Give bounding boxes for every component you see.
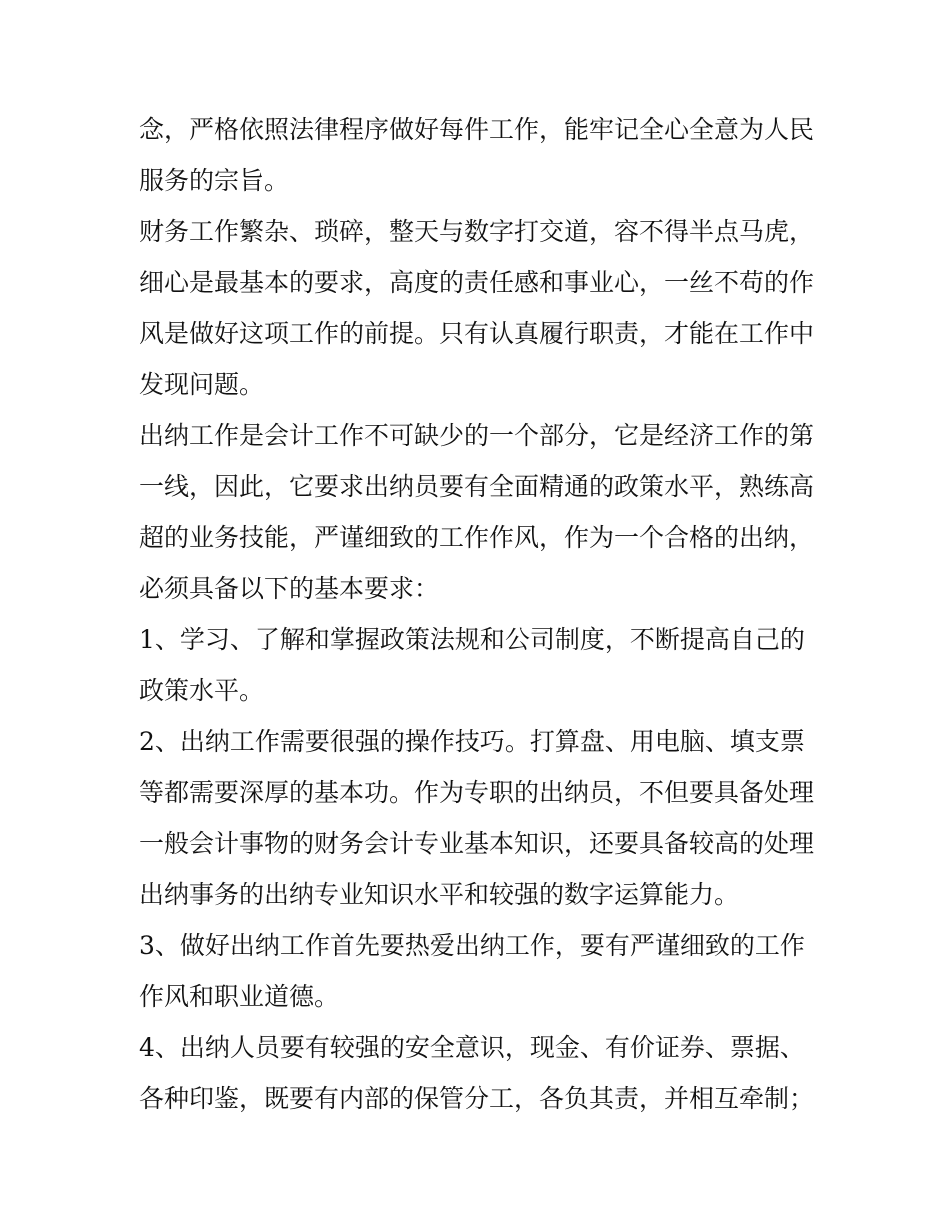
text-line: 必须具备以下的基本要求： xyxy=(139,574,440,603)
text-line: 各种印鉴，既要有内部的保管分工，各负其责，并相互牵制； xyxy=(139,1084,815,1113)
text-line: 出纳工作是会计工作不可缺少的一个部分，它是经济工作的第 xyxy=(139,421,815,450)
document-page xyxy=(139,104,819,1124)
text-line: 一线，因此，它要求出纳员要有全面精通的政策水平，熟练高 xyxy=(139,472,815,501)
text-line: 细心是最基本的要求，高度的责任感和事业心，一丝不苟的作 xyxy=(139,268,815,297)
text-line: 出纳事务的出纳专业知识水平和较强的数字运算能力。 xyxy=(139,880,740,909)
text-line: 1、学习、了解和掌握政策法规和公司制度，不断提高自己的 xyxy=(139,625,805,654)
text-line: 等都需要深厚的基本功。作为专职的出纳员，不但要具备处理 xyxy=(139,778,815,807)
text-line: 政策水平。 xyxy=(139,676,265,705)
text-line: 服务的宗旨。 xyxy=(139,166,290,195)
text-line: 一般会计事物的财务会计专业基本知识，还要具备较高的处理 xyxy=(139,829,815,858)
text-line: 3、做好出纳工作首先要热爱出纳工作，要有严谨细致的工作 xyxy=(139,931,805,960)
text-line: 财务工作繁杂、琐碎，整天与数字打交道，容不得半点马虎， xyxy=(139,217,815,246)
text-line: 4、出纳人员要有较强的安全意识，现金、有价证券、票据、 xyxy=(139,1033,805,1062)
text-line: 风是做好这项工作的前提。只有认真履行职责，才能在工作中 xyxy=(139,319,815,348)
text-line: 2、出纳工作需要很强的操作技巧。打算盘、用电脑、填支票 xyxy=(139,727,805,756)
text-line: 超的业务技能，严谨细致的工作作风，作为一个合格的出纳， xyxy=(139,523,815,552)
text-line: 作风和职业道德。 xyxy=(139,982,340,1011)
text-line: 发现问题。 xyxy=(139,370,265,399)
text-line: 念，严格依照法律程序做好每件工作，能牢记全心全意为人民 xyxy=(139,115,815,144)
